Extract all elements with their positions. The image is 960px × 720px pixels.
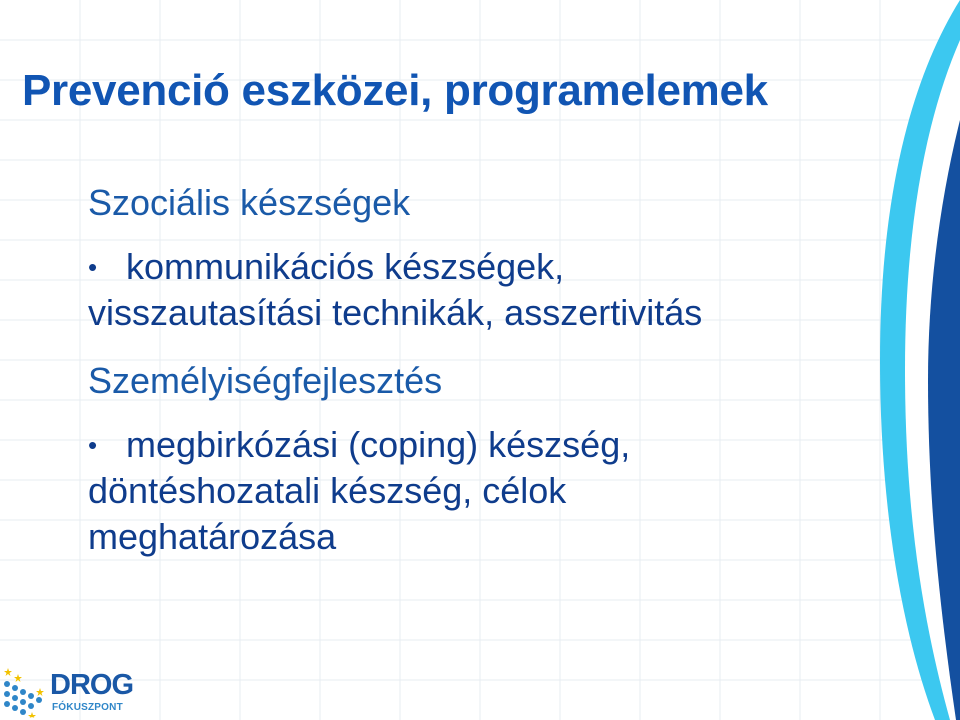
dark-blue-band (928, 120, 960, 720)
section-heading: Szociális készségek (88, 182, 411, 223)
bullet-text: kommunikációs készségek, visszautasítási technikák, asszertivitás (88, 246, 703, 333)
light-blue-band (880, 0, 960, 720)
bullet-dot-icon: • (88, 252, 98, 282)
white-gap-band (905, 40, 960, 720)
logo-name: DROG (50, 669, 133, 701)
bullet-text: megbirkózási (coping) készség, döntéshozatali készség, célok meghatározása (88, 424, 631, 557)
section-heading: Személyiségfejlesztés (88, 360, 443, 401)
bullet-item (88, 422, 878, 560)
logo-subtitle: FÓKUSZPONT (52, 702, 123, 713)
slide-content (88, 180, 878, 582)
slide-title: Prevenció eszközei, programelemek (22, 66, 768, 115)
bullet-item (88, 244, 878, 336)
drog-fokuszpont-logo (2, 664, 152, 718)
eu-stars-figures-icon (2, 664, 50, 718)
bullet-dot-icon: • (88, 430, 98, 460)
